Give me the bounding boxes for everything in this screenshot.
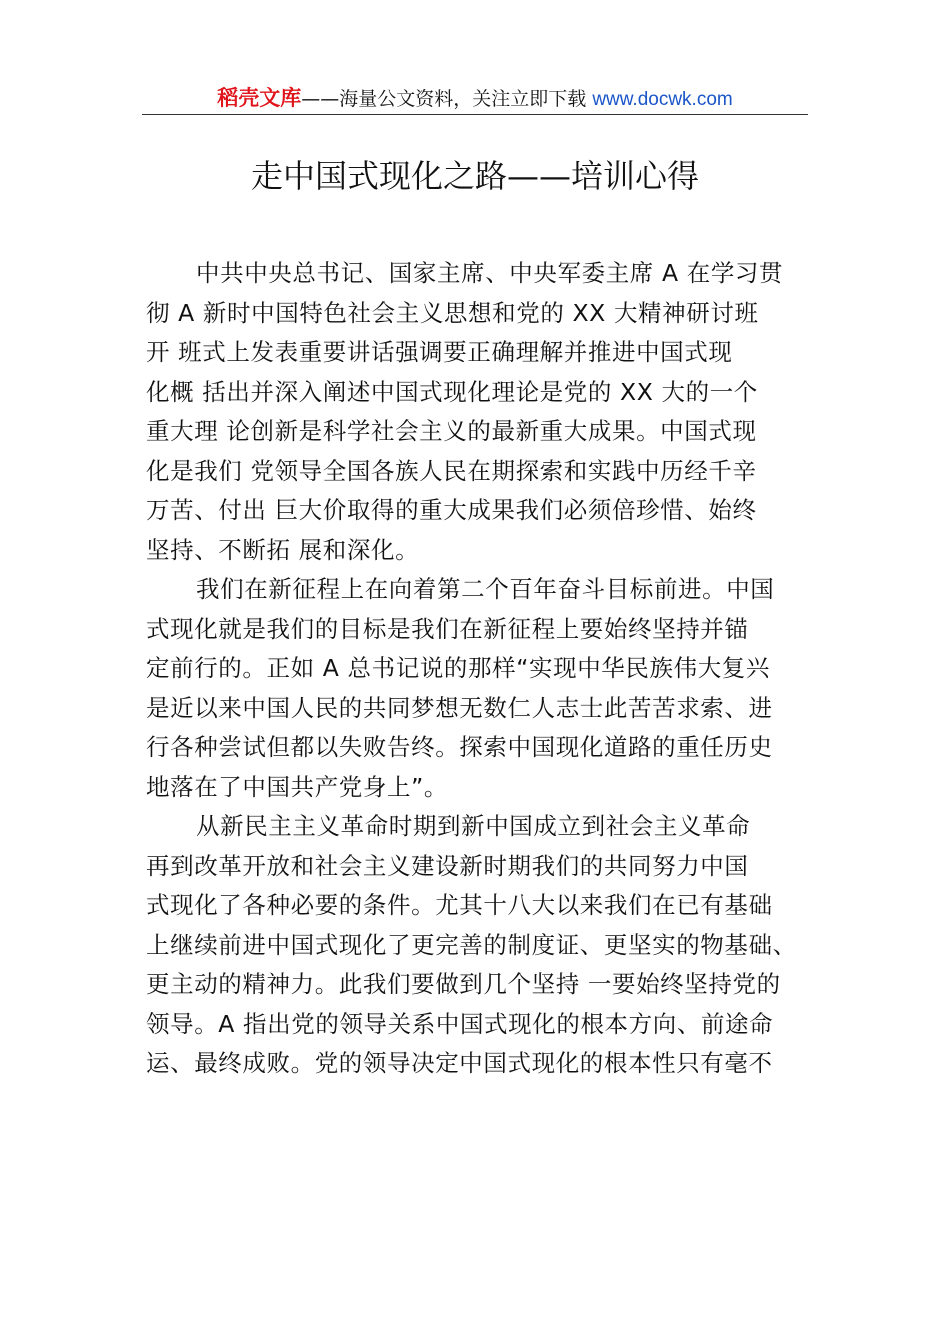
brand-name: 稻壳文库 [217, 86, 302, 110]
paragraph-line: 更主动的精神力。此我们要做到几个坚持 一要始终坚持党的 [146, 970, 781, 998]
header-tagline: ——海量公文资料，关注立即下载 [301, 88, 587, 110]
paragraph-line: 行各种尝试但都以失败告终。探索中国现化道路的重任历史 [146, 733, 773, 761]
paragraph-line: 万苦、付出 巨大价取得的重大成果我们必须倍珍惜、始终 [146, 496, 757, 524]
paragraph-line: 化概 括出并深入阐述中国式现化理论是党的 XX 大的一个 [146, 377, 758, 406]
paragraph-line: 领导。A 指出党的领导关系中国式现化的根本方向、前途命 [146, 1009, 774, 1038]
paragraph-3 [146, 807, 828, 1084]
paragraph-line: 开 班式上发表重要讲话强调要正确理解并推进中国式现 [146, 338, 733, 366]
paragraph-line: 地落在了中国共产党身上”。 [146, 772, 448, 801]
paragraph-line: 中共中央总书记、国家主席、中央军委主席 A 在学习贯 [196, 259, 784, 287]
paragraph-line: 重大理 论创新是科学社会主义的最新重大成果。中国式现 [146, 417, 757, 445]
document-title: 走中国式现化之路——培训心得 [250, 157, 699, 195]
paragraph-line: 定前行的。正如 A 总书记说的那样“实现中华民族伟大复兴 [146, 654, 770, 682]
paragraph-line: 彻 A 新时中国特色社会主义思想和党的 XX 大精神研讨班 [146, 298, 759, 327]
paragraph-line: 从新民主主义革命时期到新中国成立到社会主义革命 [196, 812, 751, 840]
paragraph-line: 再到改革开放和社会主义建设新时期我们的共同努力中国 [146, 851, 749, 880]
paragraph-line: 运、最终成败。党的领导决定中国式现化的根本性只有毫不 [146, 1049, 773, 1077]
page-header [142, 84, 808, 114]
paragraph-line: 上继续前进中国式现化了更完善的制度证、更坚实的物基础、 [146, 930, 797, 959]
header-url[interactable]: www.docwk.com [592, 89, 733, 110]
paragraph-line: 我们在新征程上在向着第二个百年奋斗目标前进。中国 [196, 575, 775, 603]
paragraph-2 [146, 570, 828, 807]
paragraph-line: 式现化就是我们的目标是我们在新征程上要始终坚持并锚 [146, 614, 749, 643]
paragraph-1 [146, 254, 828, 570]
document-body [146, 254, 828, 1084]
paragraph-line: 坚持、不断拓 展和深化。 [146, 535, 420, 564]
header-divider [142, 114, 808, 115]
paragraph-line: 化是我们 党领导全国各族人民在期探索和实践中历经千辛 [146, 456, 757, 485]
paragraph-line: 是近以来中国人民的共同梦想无数仁人志士此苦苦求索、进 [146, 693, 773, 722]
paragraph-line: 式现化了各种必要的条件。尤其十八大以来我们在已有基础 [146, 891, 773, 919]
